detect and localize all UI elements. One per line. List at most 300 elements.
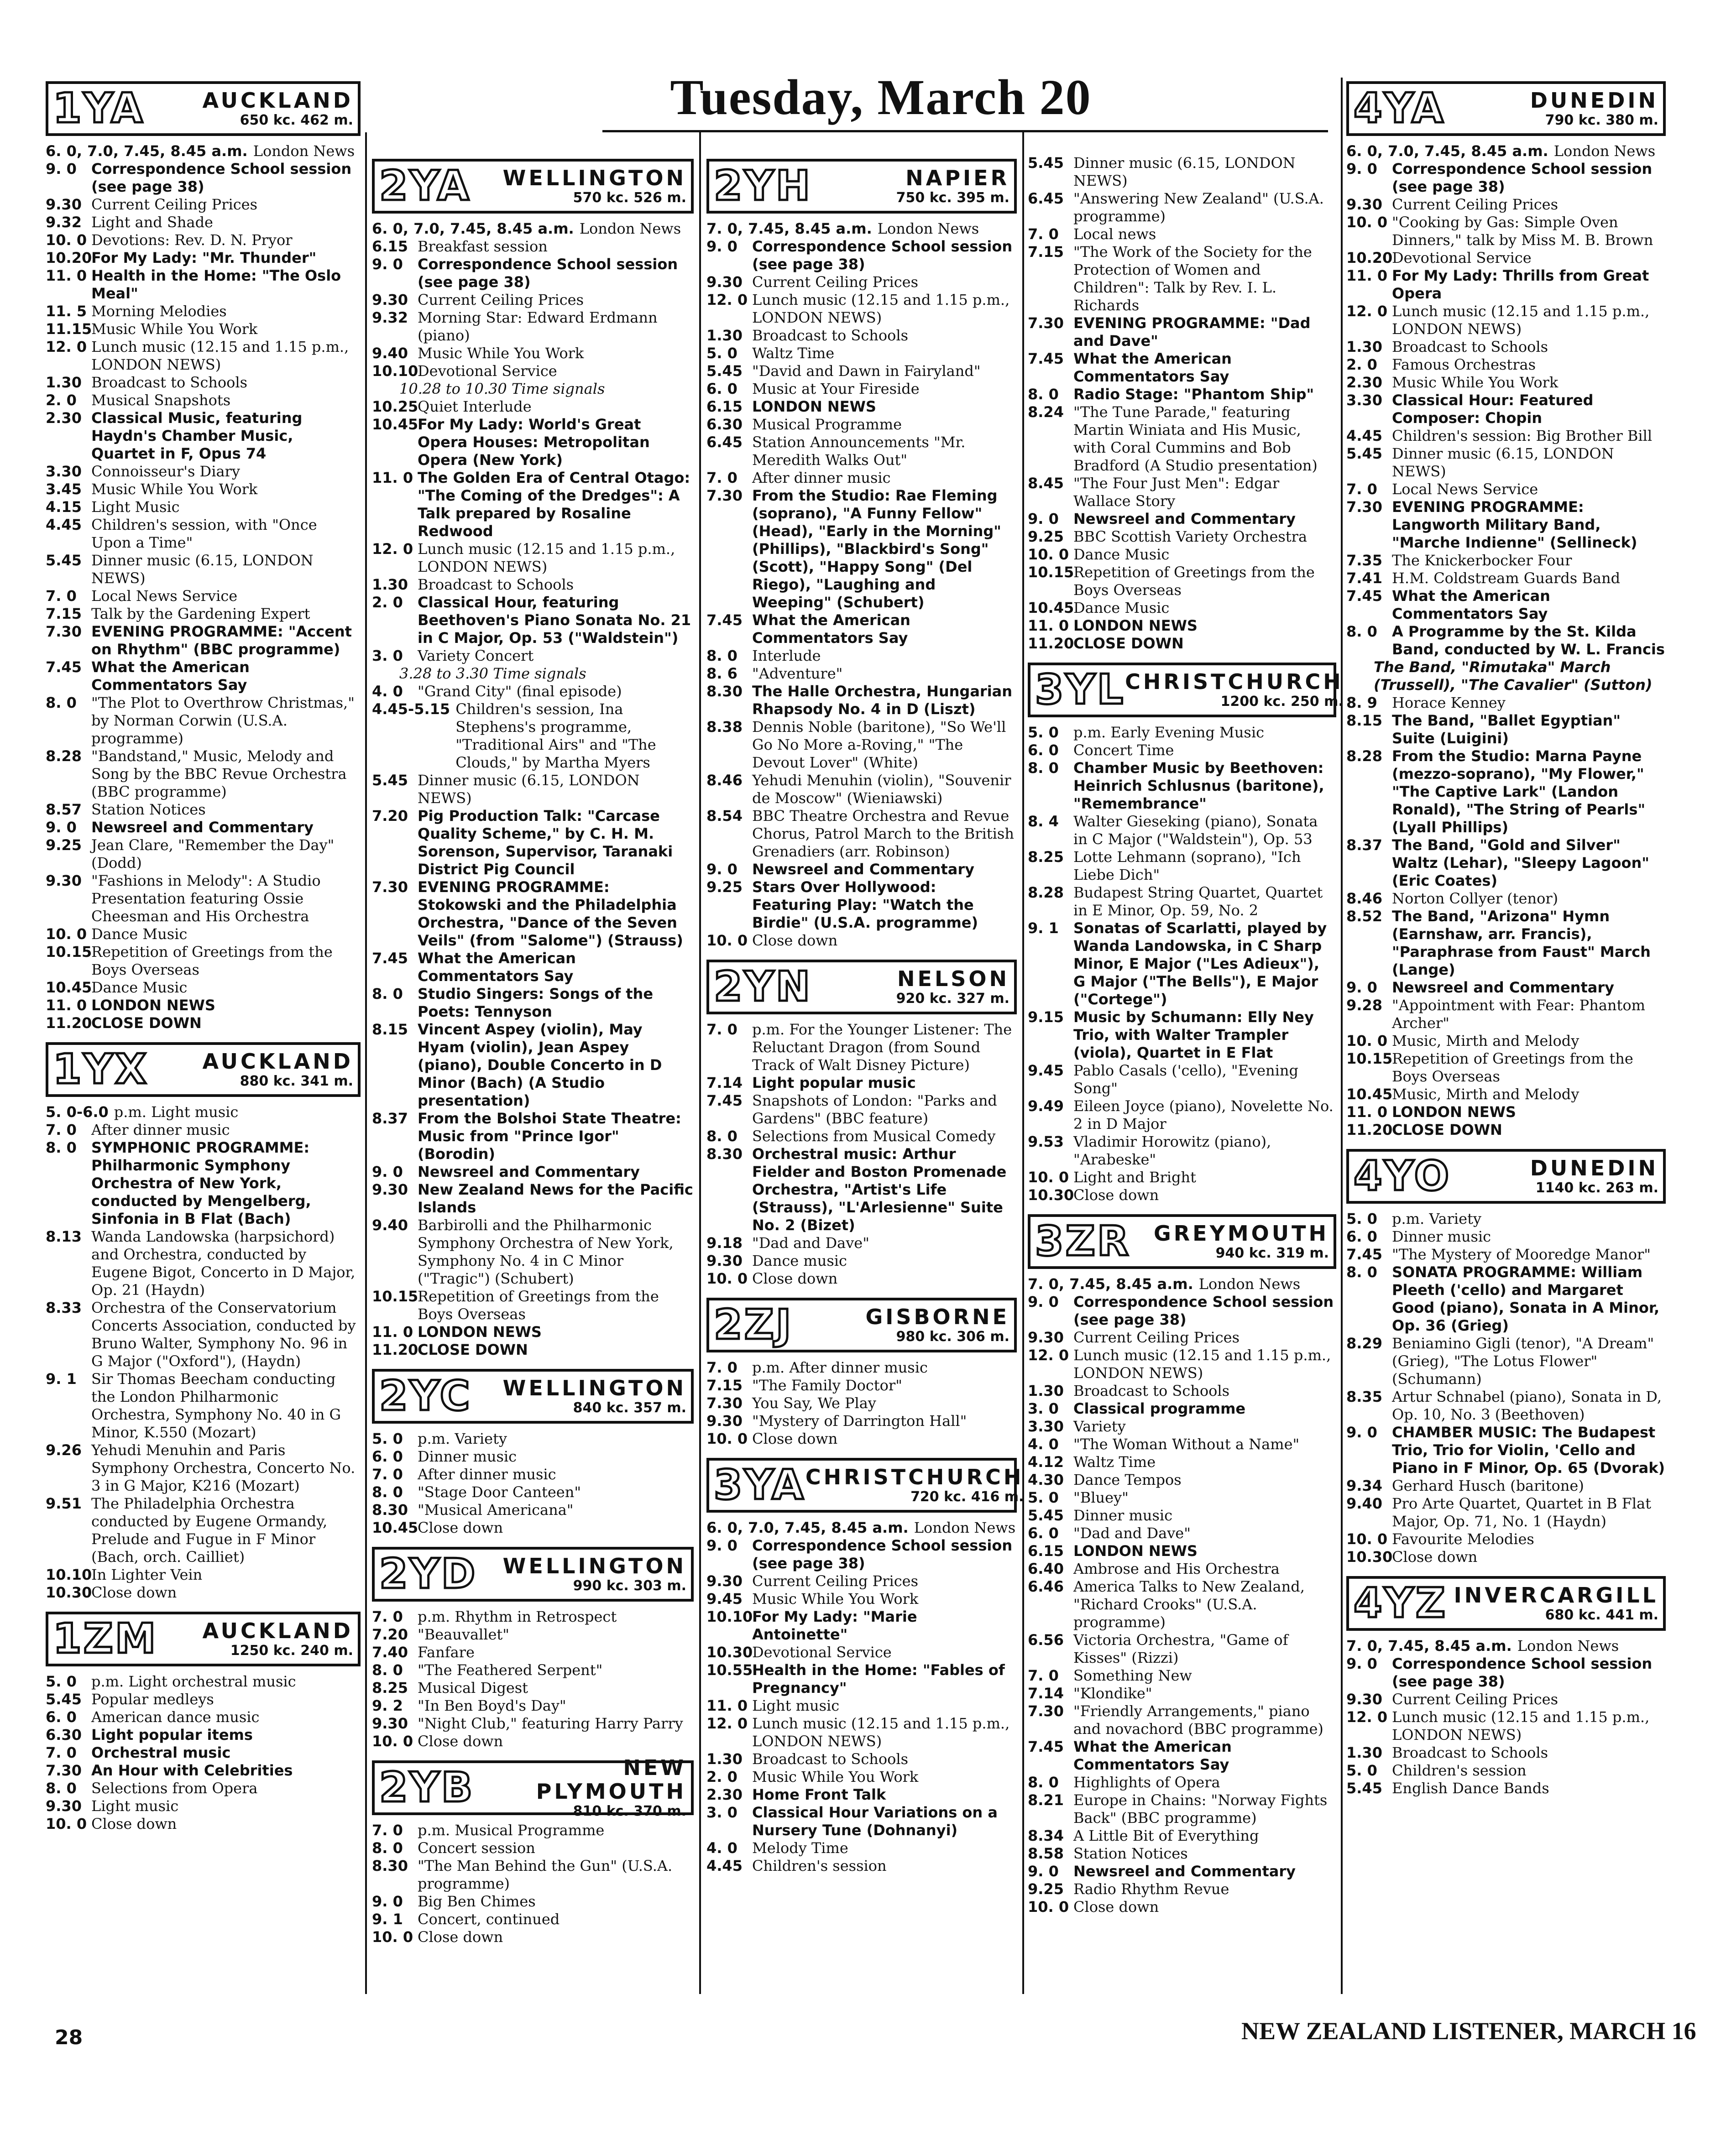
programme-time: 7.15	[1028, 243, 1064, 261]
programme-item	[46, 249, 361, 267]
programme-time: 9.15	[1028, 1008, 1064, 1026]
programme-item	[46, 836, 361, 872]
programme-item	[46, 516, 361, 552]
programme-item	[1028, 884, 1336, 919]
programme-time: 8. 0	[1028, 1774, 1059, 1791]
programme-item	[1028, 1133, 1336, 1169]
programme-item	[46, 801, 361, 819]
programme-item	[46, 1103, 361, 1121]
station-call-sign: 4YO	[1354, 1152, 1451, 1200]
programme-text: "The Four Just Men": Edgar Wallace Story	[1073, 475, 1280, 510]
programme-text: Dance Tempos	[1073, 1471, 1182, 1488]
programme-text: For My Lady: "Mr. Thunder"	[91, 249, 317, 266]
programme-time: 11.15	[46, 320, 92, 338]
programme-item	[46, 142, 361, 160]
programme-item	[372, 772, 694, 807]
programme-text: Morning Star: Edward Erdmann (piano)	[418, 309, 658, 344]
programme-time: 7.14	[706, 1074, 743, 1091]
programme-text: "Musical Americana"	[418, 1501, 574, 1519]
programme-item	[46, 409, 361, 463]
programme-item	[372, 256, 694, 291]
programme-item	[372, 1733, 694, 1750]
programme-item	[46, 1495, 361, 1566]
programme-text: CLOSE DOWN	[91, 1014, 202, 1032]
programme-item	[1346, 712, 1666, 747]
programme-time: 4.45	[46, 516, 82, 533]
programme-item	[1028, 386, 1336, 403]
programme-item	[706, 1608, 1017, 1644]
programme-text: London News	[1198, 1275, 1301, 1293]
station-info	[851, 166, 1009, 206]
programme-item	[372, 1110, 694, 1163]
programme-text: The Band, "Arizona" Hymn (Earnshaw, arr. Francis), "Paraphrase from Faust" March (Lange)	[1392, 908, 1651, 978]
programme-time: 9. 0	[1346, 979, 1377, 996]
programme-time: 7.45	[706, 1092, 743, 1109]
programme-text: Snapshots of London: "Parks and Gardens" (BBC feature)	[752, 1092, 997, 1127]
programme-text: Artur Schnabel (piano), Sonata in D, Op. 10, No. 3 (Beethoven)	[1392, 1388, 1662, 1423]
programme-item	[706, 487, 1017, 611]
programme-text: Dance Music	[91, 979, 188, 996]
programme-text: What the American Commentators Say	[1392, 587, 1550, 622]
programme-text: Devotional Service	[418, 362, 557, 380]
station-call-sign: 1YX	[53, 1045, 149, 1093]
programme-item	[46, 1797, 361, 1815]
programme-time: 4.12	[1028, 1453, 1064, 1471]
station-section	[706, 1458, 1024, 1875]
programme-item	[46, 1441, 361, 1495]
programme-text: Correspondence School session (see page 38)	[752, 238, 1013, 273]
programme-item	[1028, 919, 1336, 1008]
station-city: NEW PLYMOUTH	[536, 1755, 686, 1804]
programme-item	[1346, 1530, 1666, 1548]
programme-text: Quiet Interlude	[418, 398, 532, 415]
programme-time: 10. 0	[372, 1733, 413, 1750]
programme-time: 10. 0	[1028, 1169, 1069, 1186]
programme-item	[372, 345, 694, 362]
column-divider-3	[1022, 132, 1024, 1994]
programme-item	[706, 362, 1017, 380]
programme-item	[1346, 1086, 1666, 1103]
programme-item	[372, 950, 694, 985]
programme-item	[706, 1839, 1017, 1857]
station-section	[1346, 1149, 1666, 1566]
programme-text: Music While You Work	[752, 1590, 919, 1608]
programme-time: 9.30	[46, 1797, 82, 1815]
programme-item	[1028, 1524, 1336, 1542]
programme-item	[372, 1483, 694, 1501]
programme-item	[46, 480, 361, 498]
programme-item	[1346, 1263, 1666, 1335]
station-info	[1125, 670, 1344, 710]
programme-item	[372, 1448, 694, 1466]
programme-item	[46, 623, 361, 658]
programme-text: p.m. Light music	[114, 1103, 239, 1121]
programme-text: Pro Arte Quartet, Quartet in B Flat Major, Op. 71, No. 1 (Haydn)	[1392, 1495, 1651, 1530]
programme-time: 8.46	[1346, 890, 1382, 907]
programme-text: Musical Snapshots	[91, 392, 231, 409]
station-section	[706, 159, 1017, 950]
programme-text: "Bandstand," Music, Melody and Song by the BBC Revue Orchestra (BBC programme)	[91, 747, 347, 800]
programme-time: 1.30	[1028, 1382, 1064, 1399]
programme-item	[706, 1394, 1017, 1412]
programme-item	[1346, 427, 1666, 445]
programme-item	[372, 1893, 694, 1911]
programme-item	[706, 718, 1017, 772]
station-frequency: 1200 kc. 250 m.	[1220, 694, 1344, 710]
programme-time: 10.45	[1346, 1086, 1393, 1103]
programme-text: "Stage Door Canteen"	[418, 1483, 581, 1501]
station-call-sign: 4YZ	[1354, 1579, 1448, 1627]
programme-time: 9.30	[706, 1252, 743, 1269]
programme-text: Music While You Work	[1392, 374, 1559, 391]
programme-time: 10.45	[372, 1519, 418, 1536]
programme-text: From the Bolshoi State Theatre: Music from "Prince Igor" (Borodin)	[418, 1110, 681, 1163]
programme-item	[372, 1715, 694, 1733]
programme-time: 9. 0	[1028, 1293, 1059, 1310]
programme-text: Gerhard Husch (baritone)	[1392, 1477, 1584, 1494]
programme-time: 8. 0	[1346, 623, 1377, 640]
programme-time: 5.45	[1028, 154, 1064, 172]
programme-item	[372, 1608, 694, 1626]
programme-time: 10. 0	[46, 231, 87, 249]
programme-item	[706, 416, 1017, 433]
programme-time: 9.25	[706, 878, 743, 896]
programme-item	[706, 1430, 1017, 1448]
programme-text: Broadcast to Schools	[752, 327, 909, 344]
programme-text: Horace Kenney	[1392, 694, 1506, 711]
programme-text: "Dad and Dave"	[1073, 1524, 1191, 1542]
programme-text: Local news	[1073, 225, 1156, 243]
programme-text: Current Ceiling Prices	[1392, 1691, 1558, 1708]
programme-time: 10.10	[372, 362, 418, 380]
programme-item	[1028, 759, 1336, 813]
programme-item	[706, 1590, 1017, 1608]
programme-time: 9.45	[1028, 1062, 1064, 1079]
programme-time: 7.45	[1346, 1246, 1382, 1263]
programme-time: 7. 0	[46, 1744, 77, 1761]
programme-time: 8. 0	[372, 1839, 403, 1857]
programme-time: 6.15	[372, 238, 408, 255]
programme-item	[706, 380, 1017, 398]
programme-text: Local News Service	[1392, 480, 1538, 498]
programme-text: Current Ceiling Prices	[418, 291, 584, 308]
programme-item	[1346, 1744, 1666, 1762]
programme-text: 10.28 to 10.30 Time signals	[399, 380, 605, 397]
station-city: AUCKLAND	[202, 88, 353, 113]
programme-item	[46, 1691, 361, 1708]
programme-text: BBC Scottish Variety Orchestra	[1073, 528, 1308, 545]
programme-time: 7. 0	[706, 1359, 737, 1376]
station-header	[1346, 81, 1666, 136]
programme-item	[372, 1839, 694, 1857]
programme-text: Classical Hour: Featured Composer: Chopin	[1392, 392, 1594, 427]
programme-item	[1028, 314, 1336, 350]
programme-item	[372, 700, 694, 772]
programme-item	[1028, 1667, 1336, 1685]
programme-time: 6.15	[706, 398, 743, 415]
programme-time: 5.45	[1346, 1780, 1382, 1797]
station-call-sign: 3YL	[1035, 666, 1125, 714]
station-call-sign: 1ZM	[53, 1615, 158, 1663]
programme-time: 3. 0	[706, 1804, 737, 1821]
programme-time: 7. 0	[1028, 1667, 1059, 1684]
programme-text: Something New	[1073, 1667, 1192, 1684]
programme-time: 9.30	[1028, 1329, 1064, 1346]
programme-text: "Beauvallet"	[418, 1626, 509, 1643]
station-info	[516, 1756, 686, 1820]
programme-text: The Knickerbocker Four	[1392, 552, 1572, 569]
programme-time: 9.32	[46, 214, 82, 231]
programme-text: Jean Clare, "Remember the Day" (Dodd)	[91, 836, 335, 872]
programme-item	[372, 1323, 694, 1341]
programme-time: 5. 0	[372, 1430, 403, 1447]
programme-text: Ambrose and His Orchestra	[1073, 1560, 1280, 1577]
programme-item	[1028, 1489, 1336, 1507]
programme-text: Classical Hour, featuring Beethoven's Piano Sonata No. 21 in C Major, Op. 53 ("Waldstein")	[418, 594, 691, 647]
station-call-sign: 2YN	[714, 963, 812, 1011]
programme-text: Broadcast to Schools	[1073, 1382, 1230, 1399]
programme-text: English Dance Bands	[1392, 1780, 1549, 1797]
programme-item	[1346, 1210, 1666, 1228]
programme-time: 9. 0	[1028, 510, 1059, 527]
programme-item	[706, 1750, 1017, 1768]
programme-item	[372, 291, 694, 309]
programme-time: 5. 0	[46, 1673, 77, 1690]
programme-text: Children's session	[1392, 1762, 1527, 1779]
programme-time: 11. 0	[372, 1323, 413, 1341]
programme-item	[1346, 1548, 1666, 1566]
programme-item	[1346, 1637, 1666, 1655]
programme-text: London News	[579, 220, 681, 237]
programme-time: 2. 0	[372, 594, 403, 611]
programme-item	[46, 231, 361, 249]
programme-text: New Zealand News for the Pacific Islands	[418, 1181, 693, 1216]
programme-time: 5.45	[1346, 445, 1382, 462]
programme-item	[46, 1139, 361, 1228]
programme-time: 8. 0	[372, 1483, 403, 1501]
station-section	[372, 159, 694, 1359]
programme-text: Broadcast to Schools	[1392, 338, 1548, 355]
programme-time: 6.45	[706, 433, 743, 451]
programme-item	[706, 683, 1017, 718]
programme-time: 9.30	[706, 1412, 743, 1430]
station-info	[503, 1554, 686, 1594]
programme-text: "The Woman Without a Name"	[1073, 1436, 1300, 1453]
programme-item	[46, 1744, 361, 1762]
programme-item	[1028, 741, 1336, 759]
programme-text: "The Family Doctor"	[752, 1377, 902, 1394]
programme-item	[706, 1768, 1017, 1786]
station-frequency: 840 kc. 357 m.	[573, 1400, 686, 1416]
programme-time: 1.30	[372, 576, 408, 593]
programme-time: 5.45	[1028, 1507, 1064, 1524]
programme-item	[1028, 154, 1336, 190]
station-section	[706, 1298, 1017, 1448]
programme-text: Music at Your Fireside	[752, 380, 920, 397]
column-divider-2	[699, 132, 701, 1994]
programme-text: Newsreel and Commentary	[418, 1163, 640, 1180]
station-section	[1028, 663, 1344, 1204]
programme-text: Current Ceiling Prices	[1392, 196, 1558, 213]
programme-item	[1346, 569, 1666, 587]
programme-item	[46, 587, 361, 605]
programme-text: "The Work of the Society for the Protection of Women and Children": Talk by Rev. I. L. Richards	[1073, 243, 1312, 314]
programme-text: Variety	[1073, 1418, 1126, 1435]
programme-time: 7.35	[1346, 552, 1382, 569]
programme-time: 6. 0, 7.0, 7.45, 8.45 a.m.	[46, 142, 248, 160]
programme-item	[46, 997, 361, 1014]
programme-text: Melody Time	[752, 1839, 848, 1857]
programme-time: 5.45	[706, 362, 743, 380]
programme-text: Close down	[1392, 1548, 1478, 1566]
programme-text: London News	[877, 220, 979, 237]
programme-text: Dance Music	[91, 925, 188, 943]
programme-time: 7.30	[706, 1394, 743, 1412]
programme-item	[372, 1626, 694, 1644]
programme-text: Morning Melodies	[91, 303, 227, 320]
programme-text: LONDON NEWS	[1392, 1103, 1516, 1121]
programme-time: 8.34	[1028, 1827, 1064, 1844]
programme-item	[1028, 1542, 1336, 1560]
programme-item	[1028, 848, 1336, 884]
programme-time: 7.45	[1028, 350, 1064, 367]
programme-time: 8. 0	[706, 1128, 737, 1145]
programme-time: 12. 0	[372, 540, 413, 558]
programme-item	[1346, 1708, 1666, 1744]
station-header	[706, 1298, 1017, 1352]
programme-item	[706, 1074, 1017, 1092]
programme-text: Famous Orchestras	[1392, 356, 1536, 373]
programme-text: "The Mystery of Mooredge Manor"	[1392, 1246, 1651, 1263]
programme-text: Newsreel and Commentary	[1392, 979, 1614, 996]
programme-time: 5.45	[46, 1691, 82, 1708]
programme-text: Close down	[91, 1584, 177, 1601]
programme-item	[46, 374, 361, 392]
programme-time: 10.30	[1346, 1548, 1393, 1566]
programme-text: Victoria Orchestra, "Game of Kisses" (Rizzi)	[1073, 1631, 1288, 1666]
programme-time: 8. 6	[706, 665, 737, 682]
programme-text: Dance Music	[1073, 599, 1170, 616]
station-frequency: 570 kc. 526 m.	[573, 190, 686, 206]
programme-time: 9. 0	[706, 1537, 737, 1554]
column-1	[46, 78, 361, 1843]
programme-text: Lunch music (12.15 and 1.15 p.m., LONDON NEWS)	[1073, 1347, 1331, 1382]
programme-text: Music While You Work	[418, 345, 584, 362]
station-call-sign: 2YA	[379, 162, 471, 210]
station-section	[372, 1755, 694, 1946]
programme-item	[372, 238, 694, 256]
programme-text: What the American Commentators Say	[418, 950, 576, 985]
programme-item	[372, 416, 694, 469]
programme-text: Dinner music	[1392, 1228, 1491, 1245]
programme-time: 10. 0	[706, 1430, 748, 1447]
programme-time: 7.30	[1028, 1702, 1064, 1720]
programme-text: Current Ceiling Prices	[752, 1572, 918, 1590]
programme-text: Yehudi Menuhin (violin), "Souvenir de Moscow" (Wieniawski)	[752, 772, 1011, 807]
programme-item	[1028, 1685, 1336, 1702]
programme-text: "David and Dawn in Fairyland"	[752, 362, 981, 380]
programme-time: 6.15	[1028, 1542, 1064, 1560]
programme-time: 10. 0	[706, 1270, 748, 1287]
station-frequency: 810 kc. 370 m.	[573, 1803, 686, 1819]
station-frequency: 790 kc. 380 m.	[1545, 112, 1658, 128]
programme-text: For My Lady: "Marie Antoinette"	[752, 1608, 917, 1643]
station-city: WELLINGTON	[502, 166, 686, 190]
programme-text: Radio Rhythm Revue	[1073, 1880, 1229, 1898]
programme-item	[1346, 587, 1666, 623]
station-header	[1346, 1149, 1666, 1204]
programme-time: 10.30	[1028, 1186, 1074, 1204]
station-info	[1154, 1222, 1329, 1262]
programme-text: Sonatas of Scarlatti, played by Wanda Landowska, in C Sharp Minor, E Major ("Les Adieux"), G Major ("The Bells"), E Major ("Cortege")	[1073, 919, 1327, 1008]
station-city: INVERCARGILL	[1454, 1583, 1658, 1608]
programme-text: Orchestra of the Conservatorium Concerts Association, conducted by Bruno Walter, Symphony No. 96 in G Major ("Oxford"), (Haydn)	[91, 1299, 356, 1370]
programme-item	[706, 1128, 1017, 1145]
programme-text: p.m. For the Younger Listener: The Reluctant Dragon (from Sound Track of Walt Disney Picture)	[752, 1021, 1012, 1074]
programme-time: 9. 1	[1028, 919, 1059, 937]
programme-text: Lunch music (12.15 and 1.15 p.m., LONDON NEWS)	[418, 540, 675, 575]
programme-time: 11.20	[1028, 635, 1074, 652]
station-city: AUCKLAND	[202, 1049, 353, 1074]
programme-time: 7. 0, 7.45, 8.45 a.m.	[706, 220, 872, 237]
programme-time: 8.35	[1346, 1388, 1382, 1405]
programme-time: 7. 0	[706, 1021, 737, 1038]
programme-time: 9. 0	[1346, 160, 1377, 177]
programme-time: 9. 0	[1346, 1424, 1377, 1441]
programme-item	[372, 1181, 694, 1216]
programme-time: 2.30	[1346, 374, 1382, 391]
programme-text: p.m. Musical Programme	[418, 1822, 605, 1839]
programme-item	[372, 398, 694, 416]
programme-item	[706, 1359, 1017, 1377]
programme-text: "The Plot to Overthrow Christmas," by Norman Corwin (U.S.A. programme)	[91, 694, 355, 747]
programme-time: 5. 0	[1028, 724, 1059, 741]
programme-item	[1346, 1121, 1666, 1139]
programme-item	[1346, 480, 1666, 498]
programme-text: Europe in Chains: "Norway Fights Back" (BBC programme)	[1073, 1791, 1328, 1827]
programme-text: Big Ben Chimes	[418, 1893, 536, 1910]
programme-text: Dinner music	[1073, 1507, 1173, 1524]
programme-time: 7.30	[372, 878, 408, 896]
programme-text: CLOSE DOWN	[1392, 1121, 1502, 1138]
programme-text: SONATA PROGRAMME: William Pleeth ('cello) and Margaret Good (piano), Sonata in A Minor, Op. 36 (Grieg)	[1392, 1263, 1660, 1334]
programme-text: Newsreel and Commentary	[1073, 1863, 1296, 1880]
programme-text: Light music	[91, 1797, 179, 1815]
programme-text: Broadcast to Schools	[752, 1750, 909, 1768]
programme-text: EVENING PROGRAMME: Langworth Military Band, "Marche Indienne" (Sellineck)	[1392, 498, 1637, 551]
station-header	[46, 1612, 361, 1666]
programme-time: 9. 0	[46, 819, 77, 836]
programme-text: Breakfast session	[418, 238, 548, 255]
programme-text: Close down	[91, 1815, 177, 1832]
programme-item	[1028, 1382, 1336, 1400]
programme-time: 11. 0	[46, 997, 87, 1014]
programme-time: 8.28	[1028, 884, 1064, 901]
programme-item	[1346, 1103, 1666, 1121]
programme-text: Close down	[418, 1928, 503, 1946]
programme-time: 6.30	[706, 416, 743, 433]
programme-text: Children's session, Ina Stephens's programme, "Traditional Airs" and "The Clouds," by Martha Myers	[455, 700, 656, 771]
programme-item	[706, 861, 1017, 878]
programme-text: p.m. Early Evening Music	[1073, 724, 1264, 741]
programme-text: Light Music	[91, 498, 180, 516]
programme-text: Close down	[418, 1733, 503, 1750]
programme-time: 11. 0	[706, 1697, 748, 1714]
station-city: DUNEDIN	[1530, 1156, 1658, 1180]
station-city: AUCKLAND	[202, 1618, 353, 1643]
station-call-sign: 3YA	[714, 1461, 805, 1509]
programme-item	[706, 1092, 1017, 1128]
